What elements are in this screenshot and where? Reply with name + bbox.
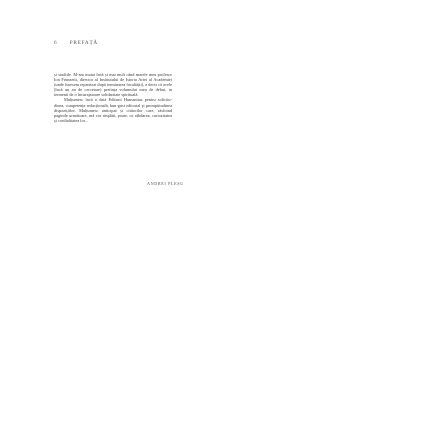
paragraph: Mulțumesc încă o dată Editurii Humanitas pentru solicitudinea, competența redacțională, bun-gust editorial și promptitudinea dispozițiilor. Mulțumesc anticipat și cititorilor care, răsfoind paginile următoare, mă vor răsplăti, poate, cu răbdarea, curiozitatea și cordialitatea lor... [54,97,172,123]
author-signature: ANDREI PLEȘU [147,181,184,186]
body-text [54,72,172,123]
running-title: PREFAȚĂ [69,40,98,46]
paragraph: și studiile. M-am mutat încă și mai mult când marele meu profesor Ion Frunzetti, director al Institutului de Istoria Artei al Academiei (unde fusesem repartizat după terminarea facultății), a decis că acele (încă un an de cercetare) pretința volumului meu de debut, in termenii de o încurajatoare solidaritate spirituală. [54,72,172,98]
running-head [54,40,98,46]
page-number: 6 [54,40,57,46]
